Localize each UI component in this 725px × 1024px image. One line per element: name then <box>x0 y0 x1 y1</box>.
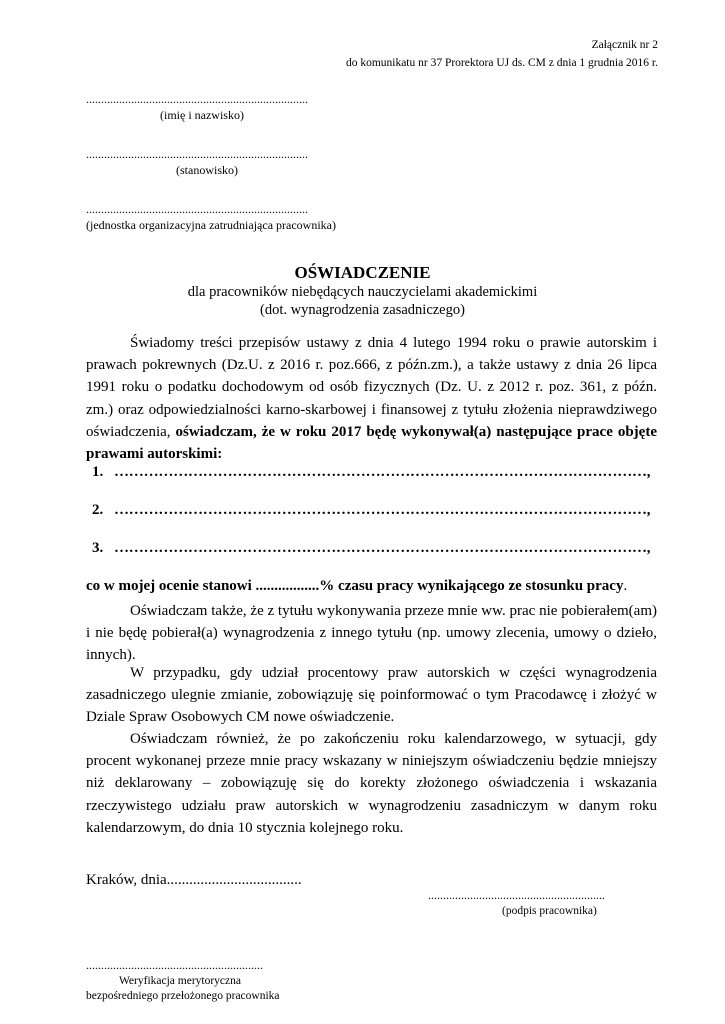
work-item-dots: ………………………………………………………………………………………………, <box>114 502 651 518</box>
unit-field-line: .......................................................................... <box>86 202 308 216</box>
supervisor-label-2: bezpośredniego przełożonego pracownika <box>86 990 280 1002</box>
signature-label: (podpis pracownika) <box>502 905 597 917</box>
work-item-number: 1. <box>92 464 104 480</box>
percent-end: . <box>623 578 628 594</box>
work-item-number: 2. <box>92 502 104 518</box>
percent-text: co w mojej ocenie stanowi .................% czasu pracy wynikającego ze stosunku pracy <box>86 578 624 594</box>
work-item-3 <box>92 540 650 557</box>
document-subtitle: dla pracowników niebędących nauczycielami akademickimi <box>187 284 538 300</box>
work-item-1 <box>92 464 650 481</box>
no-other-remuneration-paragraph: Oświadczam także, że z tytułu wykonywania przeze mnie ww. prac nie pobierałem(am) i nie będę pobierał(a) wynagrodzenia z innego tytułu (np. umowy zlecenia, umowy o dzieło, innych). <box>86 603 657 664</box>
document-title: OŚWIADCZENIE <box>294 263 431 282</box>
place-date-line: Kraków, dnia.................................... <box>86 872 302 888</box>
attachment-number: Załącznik nr 2 <box>591 39 658 51</box>
position-field-line: .......................................................................... <box>86 147 308 161</box>
name-field-line: .......................................................................... <box>86 92 308 106</box>
percent-statement <box>86 578 627 595</box>
name-field-label: (imię i nazwisko) <box>160 108 244 122</box>
intro-text: Świadomy treści przepisów ustawy z dnia 4 lutego 1994 roku o prawie autorskim i prawach pokrewnych (Dz.U. z 2016 r. poz.666, z późn.zm.), a także ustawy z dnia 26 lipca 1991 roku o podatku dochodowym od osób fizycznych (Dz. U. z 2012 r. poz. 361, z późn. zm.) oraz odpowiedzialności karno-skarbowej i finansowej z tytułu złożenia nieprawdziwego oświadczenia, <box>86 335 657 440</box>
unit-field-label: (jednostka organizacyjna zatrudniająca pracownika) <box>86 218 336 232</box>
attachment-reference: do komunikatu nr 37 Prorektora UJ ds. CM z dnia 1 grudnia 2016 r. <box>345 57 658 69</box>
work-item-dots: ………………………………………………………………………………………………, <box>114 540 651 556</box>
work-item-dots: ………………………………………………………………………………………………, <box>114 464 651 480</box>
position-field-label: (stanowisko) <box>176 163 238 177</box>
supervisor-label-1: Weryfikacja merytoryczna <box>119 975 241 987</box>
change-notice-paragraph: W przypadku, gdy udział procentowy praw autorskich w części wynagrodzenia zasadniczego ulegnie zmianie, zobowiązuję się poinformować o tym Pracodawcę i złożyć w Dziale Spraw Osobowych CM nowe oświadczenie. <box>86 665 657 726</box>
work-item-2 <box>92 502 650 519</box>
intro-paragraph <box>86 332 657 465</box>
signature-line: ........................................................... <box>428 888 605 902</box>
correction-paragraph: Oświadczam również, że po zakończeniu roku kalendarzowego, w sytuacji, gdy procent wykonanej przeze mnie pracy wskazany w niniejszym oświadczeniu będzie mniejszy niż deklarowany – zobowiązuję się do korekty złożonego oświadczenia i wskazania rzeczywistego udziału praw autorskich w wynagrodzeniu zasadniczym w danym roku kalendarzowym, do dnia 10 stycznia kolejnego roku. <box>86 731 657 836</box>
declaration-text: oświadczam, że w roku 2017 będę wykonywał(a) następujące prace objęte prawami autorskimi: <box>86 423 657 463</box>
work-item-number: 3. <box>92 540 104 556</box>
document-subtitle-note: (dot. wynagrodzenia zasadniczego) <box>260 302 465 318</box>
supervisor-signature-line: ........................................................... <box>86 958 263 972</box>
